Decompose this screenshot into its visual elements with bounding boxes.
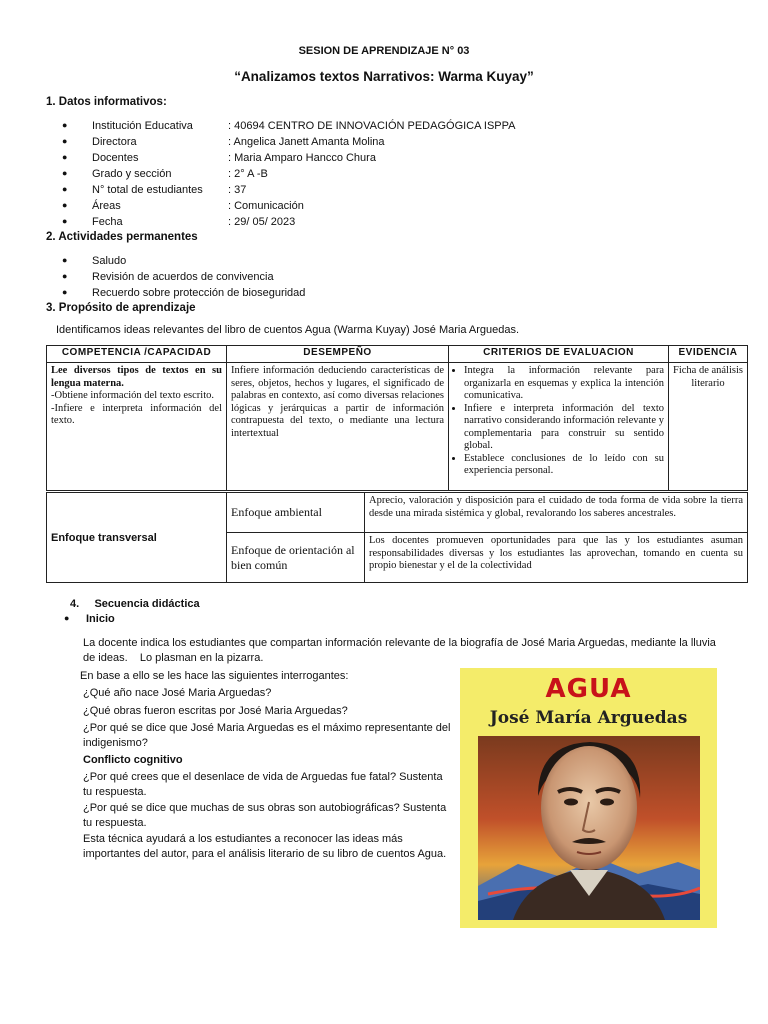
info-label: Docentes <box>92 152 139 164</box>
paragraph: La docente indica los estudiantes que compartan información relevante de la biografía de José Maria Arguedas, mediante la lluvia de ideas. Lo plasman en la pizarra. <box>83 637 719 664</box>
bullet-icon: ● <box>62 136 68 146</box>
criterio-item: • Integra la información relevante para organizarla en esquemas y explica la intención comunicativa. <box>464 365 664 403</box>
table-header-row <box>47 346 748 363</box>
capacidad-item: -Infiere e interpreta información del texto. <box>51 402 222 426</box>
table-row <box>47 363 748 491</box>
book-cover-title: AGUA <box>545 674 632 704</box>
table-row <box>47 493 748 533</box>
session-subtitle: “Analizamos textos Narrativos: Warma Kuyay” <box>234 69 534 84</box>
info-label: Grado y sección <box>92 168 172 180</box>
criterios-cell <box>449 363 669 491</box>
book-cover-author: José María Arguedas <box>489 708 688 728</box>
question: ¿Por qué se dice que muchas de sus obras son autobiográficas? Sustenta tu respuesta. <box>83 802 447 829</box>
list-item: ● Recuerdo sobre protección de bioseguridad <box>62 287 306 299</box>
session-title: SESION DE APRENDIZAJE N° 03 <box>298 45 470 57</box>
criterio-item: • Establece conclusiones de lo leído con su experiencia personal. <box>464 453 664 478</box>
info-row <box>0 136 768 150</box>
info-label: Directora <box>92 136 137 148</box>
column-header: COMPETENCIA /CAPACIDAD <box>47 346 227 363</box>
inicio-heading-row <box>0 613 300 627</box>
info-value: : 29/ 05/ 2023 <box>228 216 296 228</box>
question: ¿Por qué se dice que José Maria Arguedas es el máximo representante del indigenismo? <box>83 722 451 749</box>
list-item: ● Revisión de acuerdos de convivencia <box>62 271 274 283</box>
section-2-heading: 2. Actividades permanentes <box>46 231 198 243</box>
info-row <box>0 216 768 230</box>
info-row <box>0 200 768 214</box>
info-label: Fecha <box>92 216 123 228</box>
bullet-icon: ● <box>62 287 68 297</box>
list-item: ● Saludo <box>62 255 127 267</box>
evidencia-cell: Ficha de análisis literario <box>669 363 748 491</box>
bullet-icon: ● <box>62 184 68 194</box>
info-row <box>0 152 768 166</box>
author-portrait <box>478 736 700 920</box>
bullet-icon: ● <box>62 120 68 130</box>
enfoque-name: Enfoque ambiental <box>227 493 365 533</box>
section-4-heading: 4. Secuencia didáctica <box>70 598 200 610</box>
info-row <box>0 168 768 182</box>
bullet-icon: ● <box>64 613 70 623</box>
info-value: : 2° A -B <box>228 168 268 180</box>
criterio-item: • Infiere e interpreta información del texto narrativo considerando información relevante y complementaria para construir su sentido global. <box>464 403 664 453</box>
enfoque-description: Aprecio, valoración y disposición para el cuidado de toda forma de vida sobre la tierra desde una mirada sistémica y global, revalorando los saberes ancestrales. <box>365 493 748 533</box>
info-row <box>0 120 768 134</box>
bullet-icon: ● <box>62 255 68 265</box>
bullet-icon: ● <box>62 168 68 178</box>
section-1-heading: 1. Datos informativos: <box>46 96 167 108</box>
bullet-icon: ● <box>62 216 68 226</box>
capacidad-item: -Obtiene información del texto escrito. <box>51 390 214 401</box>
info-label: N° total de estudiantes <box>92 184 203 196</box>
enfoque-name: Enfoque de orientación al bien común <box>227 533 365 583</box>
desempeno-cell: Infiere información deduciendo características de seres, objetos, hechos y lugares, el significado de palabras en contexto, así como diversas relaciones lógicas y jerárquicas a partir de información contrapuesta del texto, o mediante una lectura intertextual <box>227 363 449 491</box>
enfoque-table <box>46 492 748 583</box>
competencia-title: Lee diversos tipos de textos en su lengua materna. <box>51 365 222 389</box>
paragraph: En base a ello se les hace las siguientes interrogantes: <box>80 670 349 682</box>
info-value: : 37 <box>228 184 247 196</box>
bullet-icon: ● <box>62 271 68 281</box>
info-value: : Maria Amparo Hancco Chura <box>228 152 376 164</box>
question: ¿Por qué crees que el desenlace de vida de Arguedas fue fatal? Sustenta tu respuesta. <box>83 771 443 798</box>
bullet-icon: ● <box>62 200 68 210</box>
question: ¿Qué obras fueron escritas por José Maria Arguedas? <box>83 705 348 717</box>
column-header: CRITERIOS DE EVALUACION <box>449 346 669 363</box>
conflicto-heading: Conflicto cognitivo <box>83 754 183 766</box>
section-3-heading: 3. Propósito de aprendizaje <box>46 302 196 314</box>
bullet-icon: ● <box>62 152 68 162</box>
paragraph: Esta técnica ayudará a los estudiantes a reconocer las ideas más importantes del autor, para el análisis literario de su libro de cuentos Agua. <box>83 833 447 860</box>
info-value: : 40694 CENTRO DE INNOVACIÓN PEDAGÓGICA ISPPA <box>228 120 516 132</box>
enfoque-label: Enfoque transversal <box>47 493 227 583</box>
column-header: EVIDENCIA <box>669 346 748 363</box>
info-value: : Comunicación <box>228 200 304 212</box>
purpose-text: Identificamos ideas relevantes del libro de cuentos Agua (Warma Kuyay) José Maria Arguedas. <box>56 324 520 336</box>
info-value: : Angelica Janett Amanta Molina <box>228 136 385 148</box>
column-header: DESEMPEÑO <box>227 346 449 363</box>
info-row <box>0 184 768 198</box>
question: ¿Qué año nace José Maria Arguedas? <box>83 687 272 699</box>
competency-table <box>46 345 748 491</box>
enfoque-description: Los docentes promueven oportunidades para que las y los estudiantes asuman responsabilidades diversas y los estudiantes las aprovechan, tomando en cuenta su propio bienestar y el de la colectividad <box>365 533 748 583</box>
inicio-heading: Inicio <box>86 613 115 625</box>
competencia-cell <box>47 363 227 491</box>
book-cover-image <box>460 668 717 928</box>
info-label: Institución Educativa <box>92 120 193 132</box>
info-label: Áreas <box>92 200 121 212</box>
